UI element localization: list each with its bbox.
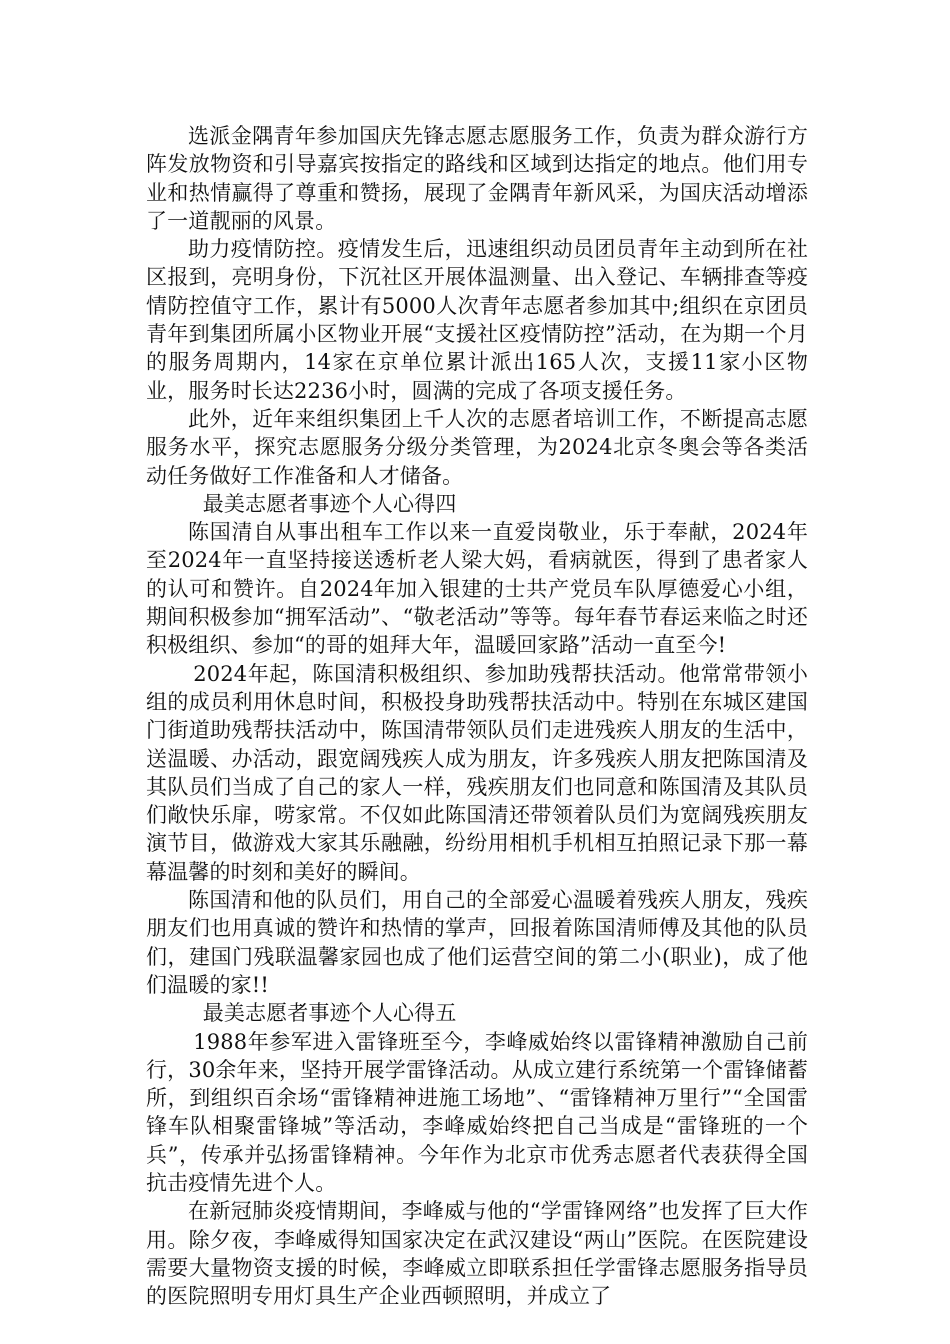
paragraph-chen-guoqing-intro: 陈国清自从事出租车工作以来一直爱岗敬业，乐于奉献，2024年至2024年一直坚持接送透析老人梁大妈，看病就医，得到了患者家人的认可和赞许。自2024年加入银建的士共产党员车队厚德爱心小组，期间积极参加“拥军活动”、“敬老活动”等等。每年春节春运来临之时还积极组织、参加“的哥的姐拜大年，温暖回家路”活动一直至今! — [146, 520, 808, 658]
section-heading-5: 最美志愿者事迹个人心得五 — [202, 1001, 457, 1026]
paragraph-volunteer-training: 此外，近年来组织集团上千人次的志愿者培训工作，不断提高志愿服务水平，探究志愿服务分级分类管理，为2024北京冬奥会等各类活动任务做好工作准备和人才储备。 — [146, 406, 808, 488]
paragraph-disability-assistance: 2024年起，陈国清积极组织、参加助残帮扶活动。他常常带领小组的成员利用休息时间，积极投身助残帮扶活动中。特别在东城区建国门街道助残帮扶活动中，陈国清带领队员们走进残疾人朋友的生活中，送温暖、办活动，跟宽阔残疾人成为朋友，许多残疾人朋友把陈国清及其队员们当成了自己的家人一样，残疾朋友们也同意和陈国清及其队员们敞快乐扉，唠家常。不仅如此陈国清还带领着队员们为宽阔残疾朋友演节目，做游戏大家其乐融融，纷纷用相机手机相互拍照记录下那一幕幕温馨的时刻和美好的瞬间。 — [146, 661, 808, 884]
document-body — [146, 122, 808, 1310]
paragraph-warm-home: 陈国清和他的队员们，用自己的全部爱心温暖着残疾人朋友，残疾朋友们也用真诚的赞许和热情的掌声，回报着陈国清师傅及其他的队员们，建国门残联温馨家园也成了他们运营空间的第二小(职业)，成了他们温暖的家!! — [146, 888, 808, 997]
paragraph-li-fengwei-intro: 1988年参军进入雷锋班至今，李峰威始终以雷锋精神激励自己前行，30余年来，坚持开展学雷锋活动。从成立建行系统第一个雷锋储蓄所，到组织百余场“雷锋精神进施工场地”、“雷锋精神万里行”“全国雷锋车队相聚雷锋城”等活动，李峰威始终把自己当成是“雷锋班的一个兵”，传承并弘扬雷锋精神。今年作为北京市优秀志愿者代表获得全国抗击疫情先进个人。 — [146, 1029, 808, 1195]
section-heading-4: 最美志愿者事迹个人心得四 — [202, 491, 457, 516]
paragraph-national-day-volunteers: 选派金隅青年参加国庆先锋志愿志愿服务工作，负责为群众游行方阵发放物资和引导嘉宾按指定的路线和区域到达指定的地点。他们用专业和热情赢得了尊重和赞扬，展现了金隅青年新风采，为国庆活动增添了一道靓丽的风景。 — [146, 124, 808, 233]
paragraph-epidemic-prevention: 助力疫情防控。疫情发生后，迅速组织动员团员青年主动到所在社区报到，亮明身份，下沉社区开展体温测量、出入登记、车辆排查等疫情防控值守工作，累计有5000人次青年志愿者参加其中;组织在京团员青年到集团所属小区物业开展“支援社区疫情防控”活动，在为期一个月的服务周期内，14家在京单位累计派出165人次，支援11家小区物业，服务时长达2236小时，圆满的完成了各项支援任务。 — [146, 237, 808, 403]
paragraph-covid-support: 在新冠肺炎疫情期间，李峰威与他的“学雷锋网络”也发挥了巨大作用。除夕夜，李峰威得知国家决定在武汉建设“两山”医院。在医院建设需要大量物资支援的时候，李峰威立即联系担任学雷锋志愿服务指导员的医院照明专用灯具生产企业西顿照明，并成立了 — [146, 1199, 808, 1309]
